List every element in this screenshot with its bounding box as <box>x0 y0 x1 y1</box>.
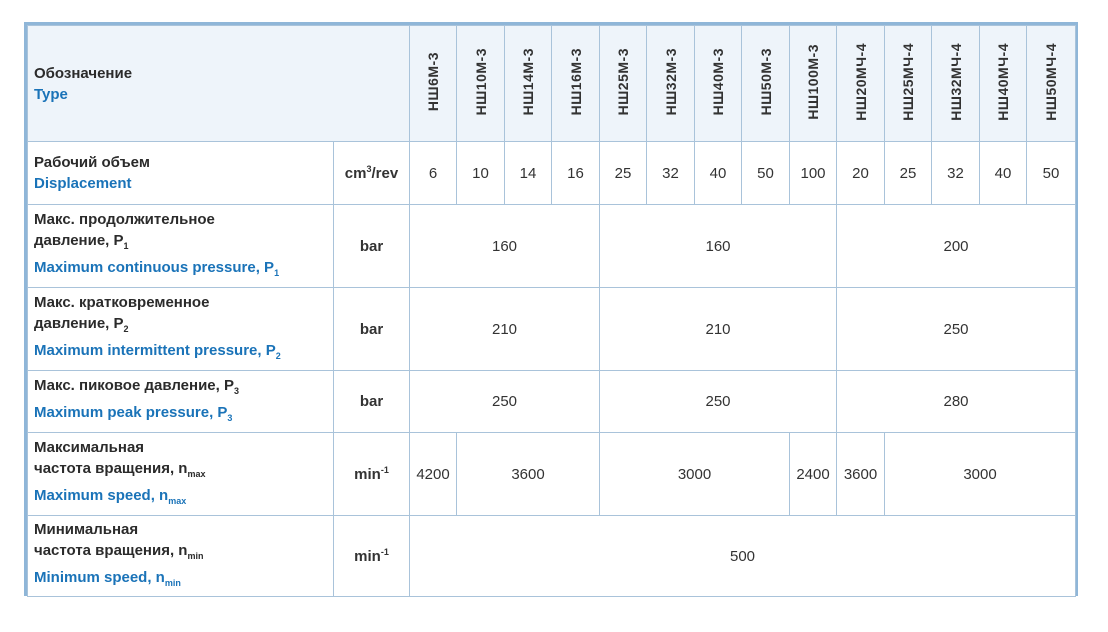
displacement-unit-cell <box>334 142 410 205</box>
displacement-value: 25 <box>600 142 647 205</box>
model-header-cell <box>552 26 600 142</box>
max-speed-value: 3600 <box>457 433 600 516</box>
int-pressure-value-group-2: 210 <box>600 288 837 371</box>
max-speed-label-ru-2: частота вращения, n <box>34 459 188 477</box>
model-label: НШ40МЧ-4 <box>995 42 1011 121</box>
model-header-cell <box>647 26 695 142</box>
model-header-cell <box>932 26 980 142</box>
model-header-cell <box>410 26 457 142</box>
min-speed-label-en: Minimum speed, n <box>34 568 165 586</box>
peak-pressure-unit: bar <box>334 371 410 433</box>
unit-text: cm <box>344 165 367 182</box>
model-label: НШ100М-3 <box>805 43 821 120</box>
model-header-cell <box>600 26 647 142</box>
model-header-cell <box>505 26 552 142</box>
unit-text: min <box>354 548 381 565</box>
int-pressure-unit: bar <box>334 288 410 371</box>
min-speed-label-ru-2: частота вращения, n <box>34 541 188 559</box>
en-subscript: 3 <box>227 412 233 423</box>
displacement-value: 25 <box>885 142 932 205</box>
unit-text: min <box>354 466 381 483</box>
peak-pressure-value-group-1: 250 <box>410 371 600 433</box>
pump-spec-table <box>27 25 1076 597</box>
min-speed-unit-cell <box>334 516 410 597</box>
model-header-cell <box>885 26 932 142</box>
peak-pressure-row <box>28 371 1076 433</box>
max-speed-label-ru-1: Максимальная <box>34 438 145 456</box>
peak-pressure-label-ru: Макс. пиковое давление, P <box>34 376 234 394</box>
model-label: НШ25МЧ-4 <box>900 42 916 121</box>
ru-subscript: max <box>187 468 206 479</box>
unit-sup: 3 <box>366 164 372 174</box>
cont-pressure-label-ru-2: давление, P <box>34 231 124 249</box>
peak-pressure-label-cell <box>28 371 334 433</box>
cont-pressure-value-group-3: 200 <box>837 205 1076 288</box>
max-speed-value: 3600 <box>837 433 885 516</box>
model-header-cell <box>742 26 790 142</box>
model-label: НШ32МЧ-4 <box>947 42 964 121</box>
peak-pressure-value-group-3: 280 <box>837 371 1076 433</box>
model-label: НШ40М-3 <box>710 47 726 116</box>
model-header-cell <box>695 26 742 142</box>
displacement-value: 32 <box>932 142 980 205</box>
displacement-value: 10 <box>457 142 505 205</box>
displacement-label-ru: Рабочий объем <box>34 154 150 171</box>
displacement-value: 50 <box>1027 142 1076 205</box>
displacement-value: 32 <box>647 142 695 205</box>
unit-sup: -1 <box>380 547 389 557</box>
max-speed-value: 2400 <box>790 433 837 516</box>
en-subscript: 2 <box>275 350 281 361</box>
max-speed-value: 3000 <box>600 433 790 516</box>
model-header-cell <box>980 26 1027 142</box>
max-speed-value: 3000 <box>885 433 1076 516</box>
int-pressure-value-group-3: 250 <box>837 288 1076 371</box>
type-header-cell <box>28 26 410 142</box>
max-speed-label-en: Maximum speed, n <box>34 486 169 504</box>
en-subscript: min <box>164 577 181 588</box>
model-label: НШ20МЧ-4 <box>852 42 869 121</box>
int-pressure-label-cell <box>28 288 334 371</box>
int-pressure-label-ru-1: Макс. кратковременное <box>34 293 210 311</box>
cont-pressure-label-cell <box>28 205 334 288</box>
header-row <box>28 26 1076 142</box>
min-speed-value: 500 <box>410 516 1076 597</box>
min-speed-label-cell <box>28 516 334 597</box>
cont-pressure-row <box>28 205 1076 288</box>
model-label: НШ6М-3 <box>425 51 441 112</box>
type-label-en: Type <box>34 85 68 103</box>
model-label: НШ50МЧ-4 <box>1043 42 1059 121</box>
ru-subscript: 1 <box>123 240 129 251</box>
unit-tail: /rev <box>371 165 399 182</box>
displacement-value: 20 <box>837 142 885 205</box>
peak-pressure-label-en: Maximum peak pressure, P <box>34 403 228 421</box>
displacement-value: 50 <box>742 142 790 205</box>
min-speed-label-ru-1: Минимальная <box>34 520 139 538</box>
displacement-value: 14 <box>505 142 552 205</box>
model-header-cell <box>457 26 505 142</box>
model-label: НШ14М-3 <box>520 47 536 116</box>
displacement-value: 100 <box>790 142 837 205</box>
cont-pressure-value-group-2: 160 <box>600 205 837 288</box>
model-label: НШ32М-3 <box>662 47 679 116</box>
displacement-value: 16 <box>552 142 600 205</box>
int-pressure-value-group-1: 210 <box>410 288 600 371</box>
en-subscript: max <box>168 495 187 506</box>
displacement-label-en: Displacement <box>34 175 132 192</box>
cont-pressure-label-ru-1: Макс. продолжительное <box>34 210 215 228</box>
cont-pressure-value-group-1: 160 <box>410 205 600 288</box>
spec-table-frame <box>24 22 1078 596</box>
model-label: НШ16М-3 <box>567 47 584 116</box>
model-label: НШ25М-3 <box>615 47 631 116</box>
cont-pressure-unit: bar <box>334 205 410 288</box>
displacement-label-cell <box>28 142 334 205</box>
int-pressure-label-ru-2: давление, P <box>34 314 124 332</box>
en-subscript: 1 <box>274 267 280 278</box>
ru-subscript: min <box>187 550 204 561</box>
model-label: НШ10М-3 <box>472 47 489 116</box>
cont-pressure-label-en: Maximum continuous pressure, P <box>34 258 275 276</box>
model-header-cell <box>1027 26 1076 142</box>
int-pressure-row <box>28 288 1076 371</box>
type-label-ru: Обозначение <box>34 64 133 82</box>
max-speed-unit-cell <box>334 433 410 516</box>
displacement-row <box>28 142 1076 205</box>
displacement-value: 6 <box>410 142 457 205</box>
displacement-value: 40 <box>695 142 742 205</box>
model-label: НШ50М-3 <box>757 47 774 116</box>
int-pressure-label-en: Maximum intermittent pressure, P <box>34 341 276 359</box>
model-header-cell <box>790 26 837 142</box>
ru-subscript: 3 <box>233 385 239 396</box>
max-speed-label-cell <box>28 433 334 516</box>
peak-pressure-value-group-2: 250 <box>600 371 837 433</box>
model-header-cell <box>837 26 885 142</box>
displacement-value: 40 <box>980 142 1027 205</box>
max-speed-row <box>28 433 1076 516</box>
ru-subscript: 2 <box>123 323 129 334</box>
max-speed-value: 4200 <box>410 433 457 516</box>
unit-sup: -1 <box>380 465 389 475</box>
min-speed-row <box>28 516 1076 597</box>
